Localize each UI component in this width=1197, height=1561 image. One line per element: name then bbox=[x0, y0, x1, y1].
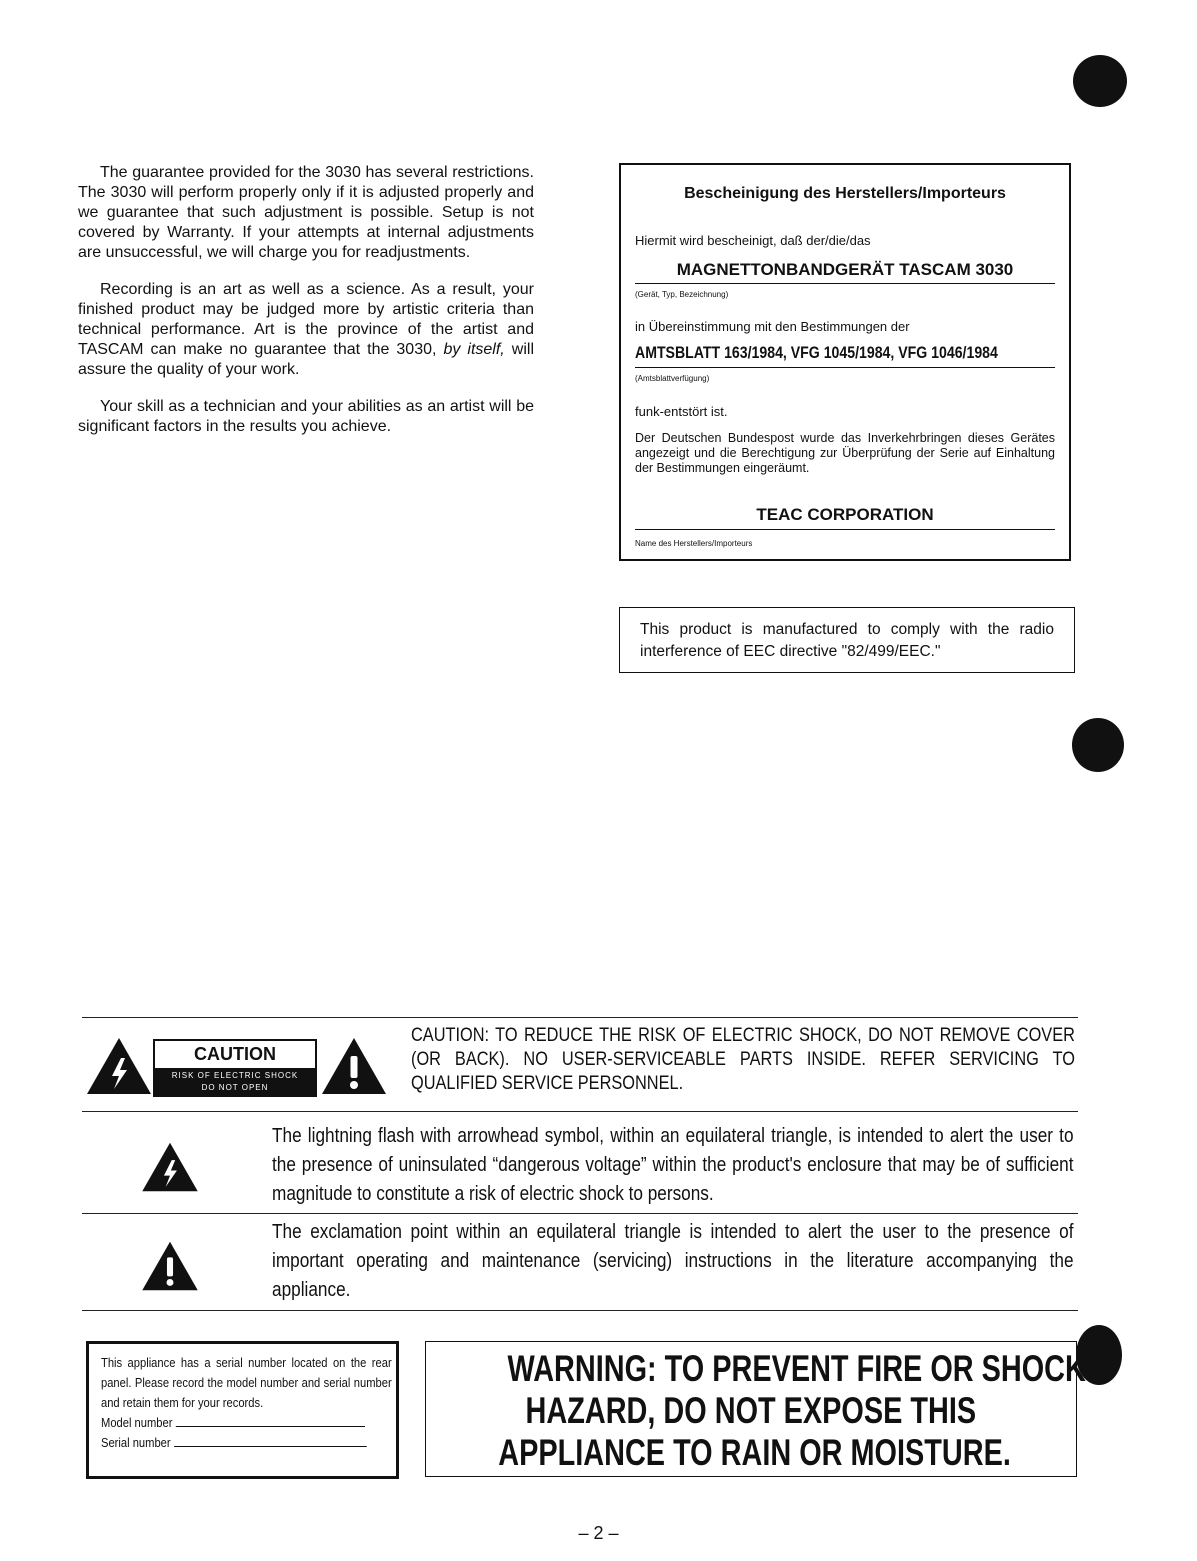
certificate-device: MAGNETTONBANDGERÄT TASCAM 3030 bbox=[676, 260, 1014, 279]
caution-label-subtitle bbox=[155, 1068, 315, 1095]
model-number-field[interactable] bbox=[176, 1414, 365, 1427]
lightning-triangle-icon bbox=[85, 1036, 153, 1096]
certificate-company: TEAC CORPORATION bbox=[756, 505, 934, 524]
certificate-regulation-caption: (Amtsblattverfügung) bbox=[635, 374, 710, 383]
divider bbox=[82, 1310, 1078, 1311]
divider bbox=[82, 1017, 1078, 1018]
certificate-line-1: Hiermit wird bescheinigt, daß der/die/das bbox=[635, 233, 871, 248]
caution-label-sub2: DO NOT OPEN bbox=[201, 1083, 269, 1092]
divider bbox=[82, 1111, 1078, 1112]
caution-label-title: CAUTION bbox=[155, 1041, 315, 1068]
ink-blot bbox=[1072, 718, 1124, 772]
warning-line-3: APPLIANCE TO RAIN OR MOISTURE. bbox=[498, 1432, 1011, 1473]
lightning-symbol-explanation: The lightning flash with arrowhead symbol, within an equilateral triangle, is intended to alert the user to the presence of uninsulated “dangerous voltage” within the product's enclosure that may be of sufficient magnitude to constitute a risk of electric shock to persons. bbox=[272, 1125, 1074, 1205]
certificate-device-caption: (Gerät, Typ, Bezeichnung) bbox=[635, 290, 729, 299]
certificate-line-3: funk-entstört ist. bbox=[635, 404, 728, 419]
intro-paragraph-2-text: Recording is an art as well as a science. As a result, your finished product may be judged more by artistic criteria than technical performance. Art is the province of the artist and TASCAM can make no guarantee that the 3030, bbox=[78, 281, 534, 358]
serial-number-row bbox=[101, 1433, 392, 1453]
caution-label bbox=[153, 1039, 317, 1097]
caution-text: CAUTION: TO REDUCE THE RISK OF ELECTRIC SHOCK, DO NOT REMOVE COVER (OR BACK). NO USER-SERVICEABLE PARTS INSIDE. REFER SERVICING TO QUALIFIED SERVICE PERSONNEL. bbox=[411, 1025, 1075, 1094]
serial-box-text bbox=[101, 1353, 392, 1453]
exclamation-triangle-icon bbox=[140, 1240, 200, 1292]
warning-line-2: HAZARD, DO NOT EXPOSE THIS bbox=[525, 1390, 977, 1431]
certificate-regulation: AMTSBLATT 163/1984, VFG 1045/1984, VFG 1046/1984 bbox=[635, 343, 998, 362]
certificate-rule bbox=[635, 367, 1055, 368]
exclamation-symbol-explanation: The exclamation point within an equilateral triangle is intended to alert the user to the presence of important operating and maintenance (servicing) instructions in the literature accompanying the appliance. bbox=[272, 1221, 1074, 1301]
caution-label-sub1: RISK OF ELECTRIC SHOCK bbox=[171, 1071, 299, 1080]
lightning-triangle-icon bbox=[140, 1141, 200, 1193]
serial-box-instructions: This appliance has a serial number located on the rear panel. Please record the model number and serial number and retain them for your records. bbox=[101, 1355, 392, 1410]
intro-paragraph-2-end: will assure the quality of your work. bbox=[78, 341, 535, 378]
serial-number-box bbox=[86, 1341, 399, 1479]
warning-box bbox=[425, 1341, 1086, 1477]
certificate-rule bbox=[635, 529, 1055, 530]
eec-notice: This product is manufactured to comply with the radio interference of EEC directive "82/499/EEC." bbox=[619, 607, 1075, 673]
certificate-title: Bescheinigung des Herstellers/Importeurs bbox=[684, 185, 1006, 202]
intro-paragraph-2-italic: by itself, bbox=[443, 341, 505, 358]
intro-paragraph-1: The guarantee provided for the 3030 has several restrictions. The 3030 will perform properly only if it is adjusted properly and we guarantee that such adjustment is possible. Setup is not covered by Warranty. If your attempts at internal adjustments are unsuccessful, we will charge you for readjustments. bbox=[78, 164, 534, 261]
certificate-paragraph: Der Deutschen Bundespost wurde das Inverkehrbringen dieses Gerätes angezeigt und die Berechtigung zur Überprüfung der Serie auf Einhaltung der Bestimmungen eingeräumt. bbox=[635, 431, 1055, 475]
warning-line-1: WARNING: TO PREVENT FIRE OR SHOCK bbox=[507, 1348, 1086, 1389]
page-number: – 2 – bbox=[578, 1523, 619, 1543]
serial-number-label: Serial number bbox=[101, 1435, 171, 1450]
model-number-label: Model number bbox=[101, 1415, 173, 1430]
certificate-company-caption: Name des Herstellers/Importeurs bbox=[635, 539, 753, 548]
serial-number-field[interactable] bbox=[174, 1434, 367, 1447]
divider bbox=[82, 1213, 1078, 1214]
model-number-row bbox=[101, 1413, 392, 1433]
exclamation-triangle-icon bbox=[320, 1036, 388, 1096]
intro-paragraph-3: Your skill as a technician and your abilities as an artist will be significant factors in the results you achieve. bbox=[78, 398, 534, 435]
ink-blot bbox=[1073, 55, 1127, 107]
certificate-line-2: in Übereinstimmung mit den Bestimmungen der bbox=[635, 319, 910, 334]
intro-paragraph-2 bbox=[78, 280, 534, 380]
intro-text bbox=[78, 163, 534, 454]
manufacturer-certificate bbox=[619, 163, 1071, 561]
certificate-rule bbox=[635, 283, 1055, 284]
